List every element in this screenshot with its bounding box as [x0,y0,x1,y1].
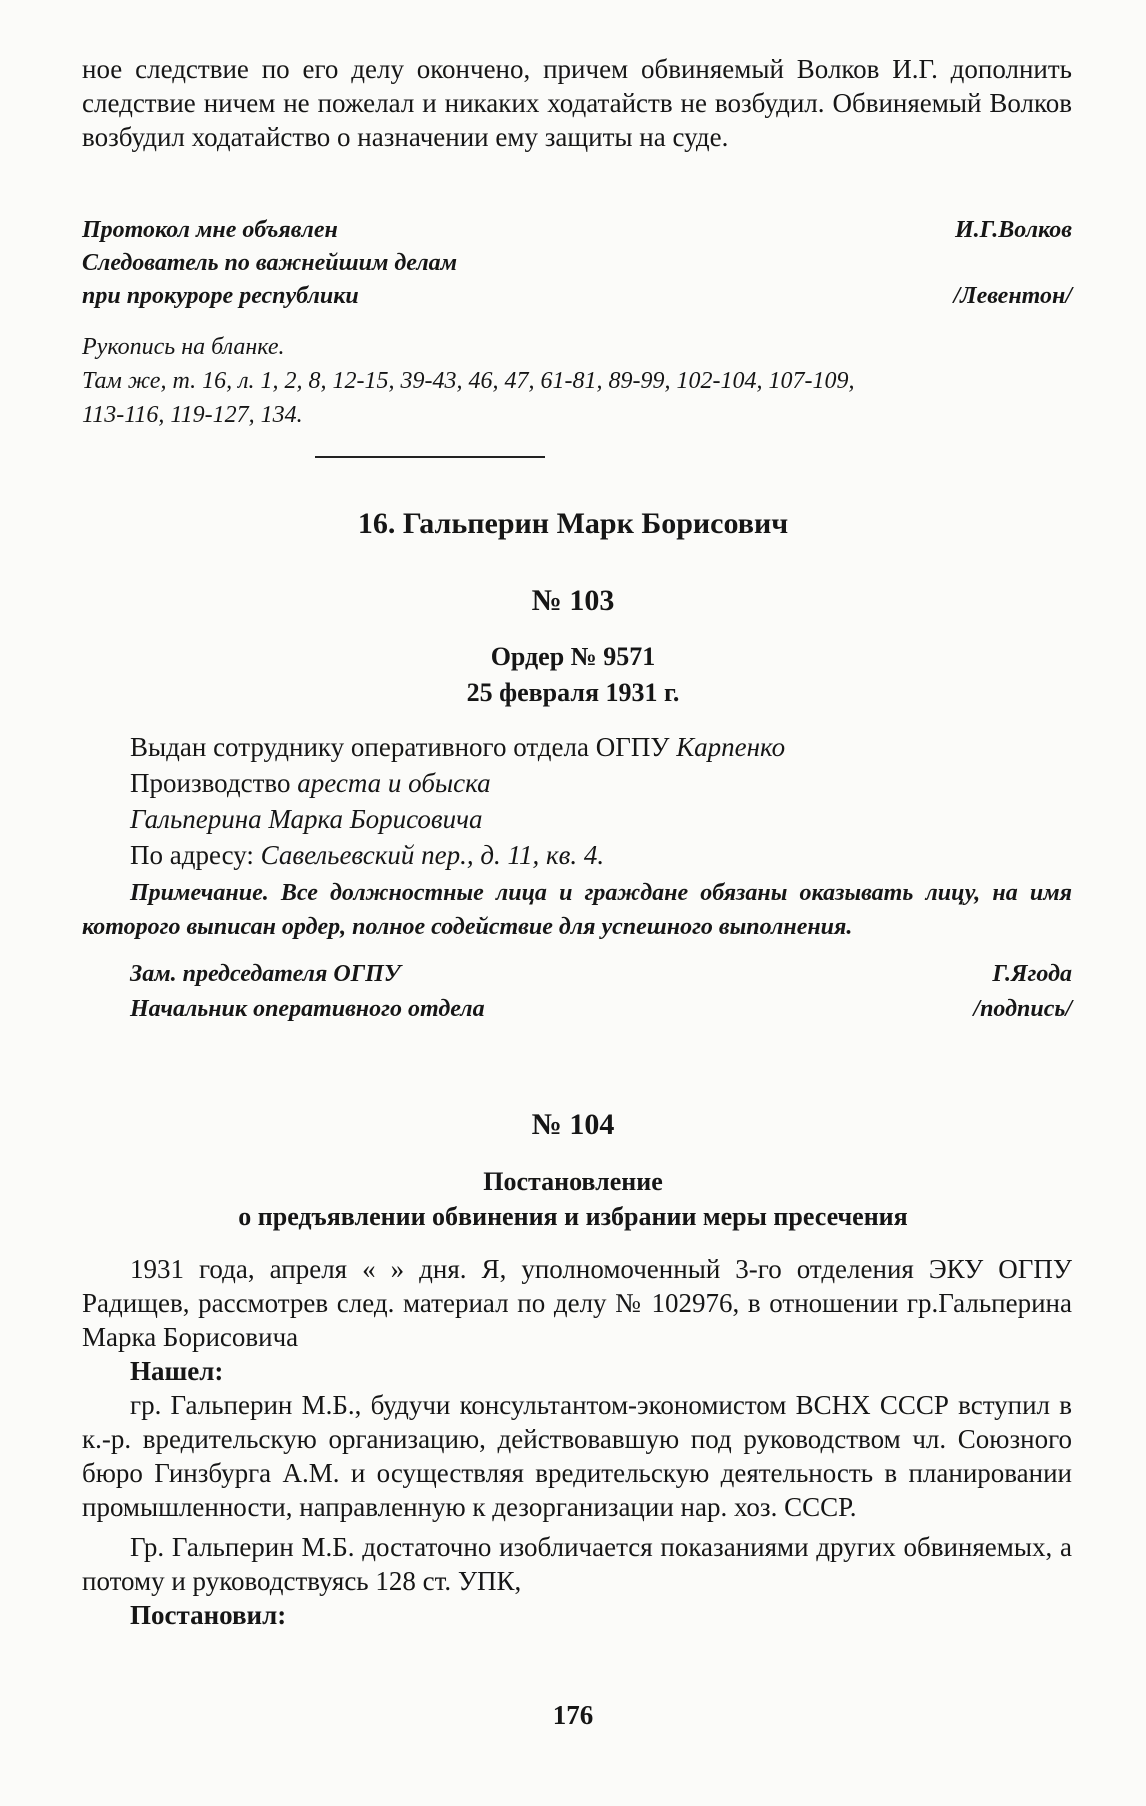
doc103-notice [82,876,1072,944]
doc103-person: Гальперина Марка Борисовича [130,804,483,834]
doc104-title-line-1: Постановление [483,1167,663,1196]
doc104-body [82,1252,1072,1632]
signature-placeholder: /подпись/ [973,996,1072,1022]
doc104-found-label: Нашел: [130,1356,224,1386]
doc103-issued-line [130,730,1075,764]
doc103-notice-text: Все должностные лица и граждане обязаны оказывать лицу, на имя которого выписан ордер, полное содействие для успешного выполнения. [82,880,1072,940]
doc103-address-value: Савельевский пер., д. 11, кв. 4. [260,840,605,870]
doc104-paragraph-1: 1931 года, апреля « » дня. Я, уполномоченный 3-го отделения ЭКУ ОГПУ Радищев, рассмотрев след. материал по делу № 102976, в отношении гр.Гальперина Марка Борисовича [82,1254,1072,1352]
source-note [82,330,1072,432]
source-note-line-2: Там же, т. 16, л. 1, 2, 8, 12-15, 39-43, 46, 47, 61-81, 89-99, 102-104, 107-109, [82,368,855,394]
doc103-person-line [130,802,1075,836]
doc104-paragraph-3: Гр. Гальперин М.Б. достаточно изобличается показаниями других обвиняемых, а потому и руководствуясь 128 ст. УПК, [82,1532,1072,1596]
doc103-production-value: ареста и обыска [297,768,491,798]
doc103-production-line [130,766,1075,800]
signature-yagoda: Г.Ягода [992,961,1072,987]
page-number: 176 [552,1700,594,1730]
doc103-sig-row-2 [130,993,1072,1026]
doc104-title-line-2: о предъявлении обвинения и избрании меры пресечения [238,1202,908,1231]
investigator-office: при прокуроре республики [82,283,359,309]
intro-paragraph: ное следствие по его делу окончено, причем обвиняемый Волков И.Г. дополнить следствие ничем не пожелал и никаких ходатайств не возбудил. Обвиняемый Волков возбудил ходатайство о назначении ему защиты на суде. [82,54,1072,152]
section-divider [315,456,545,458]
doc104-number: № 104 [531,1108,615,1141]
doc103-sig-row-1 [130,958,1072,991]
protocol-signatures [82,214,1072,313]
deputy-chairman-title: Зам. председателя ОГПУ [130,961,401,987]
protocol-announced: Протокол мне объявлен [82,217,338,243]
doc103-date: 25 февраля 1931 г. [466,678,680,707]
protocol-sig-row-3 [82,280,1072,313]
signature-leventon: /Левентон/ [953,283,1072,309]
intro-paragraph-block [82,52,1072,154]
doc104-paragraph-2: гр. Гальперин М.Б., будучи консультантом-экономистом ВСНХ СССР вступил в к.-р. вредительскую организацию, действовавшую под руководством чл. Союзного бюро Гинзбурга А.М. и осуществляя вредительскую деятельность в планировании промышленности, направленную к дезорганизации нар. хоз. СССР. [82,1390,1072,1522]
doc103-number: № 103 [531,584,615,617]
doc103-issued-value: Карпенко [676,732,786,762]
doc103-address-label: По адресу: [130,840,261,870]
doc103-title: Ордер № 9571 [490,642,656,671]
protocol-sig-row-2 [82,247,1072,280]
source-note-line-1: Рукопись на бланке. [82,334,285,360]
investigator-title: Следователь по важнейшим делам [82,250,458,276]
doc103-address-line [130,838,1075,872]
operations-head-title: Начальник оперативного отдела [130,996,485,1022]
doc103-production-label: Производство [130,768,298,798]
doc103-signatures [130,958,1072,1026]
doc103-issued-label: Выдан сотруднику оперативного отдела ОГПУ [130,732,677,762]
signature-volkov: И.Г.Волков [954,217,1072,243]
section-heading: 16. Гальперин Марк Борисович [357,507,789,540]
doc103-notice-label: Примечание. [130,880,269,906]
source-note-line-3: 113-116, 119-127, 134. [82,402,303,428]
protocol-sig-row-1 [82,214,1072,247]
doc104-decided-label: Постановил: [130,1600,287,1630]
